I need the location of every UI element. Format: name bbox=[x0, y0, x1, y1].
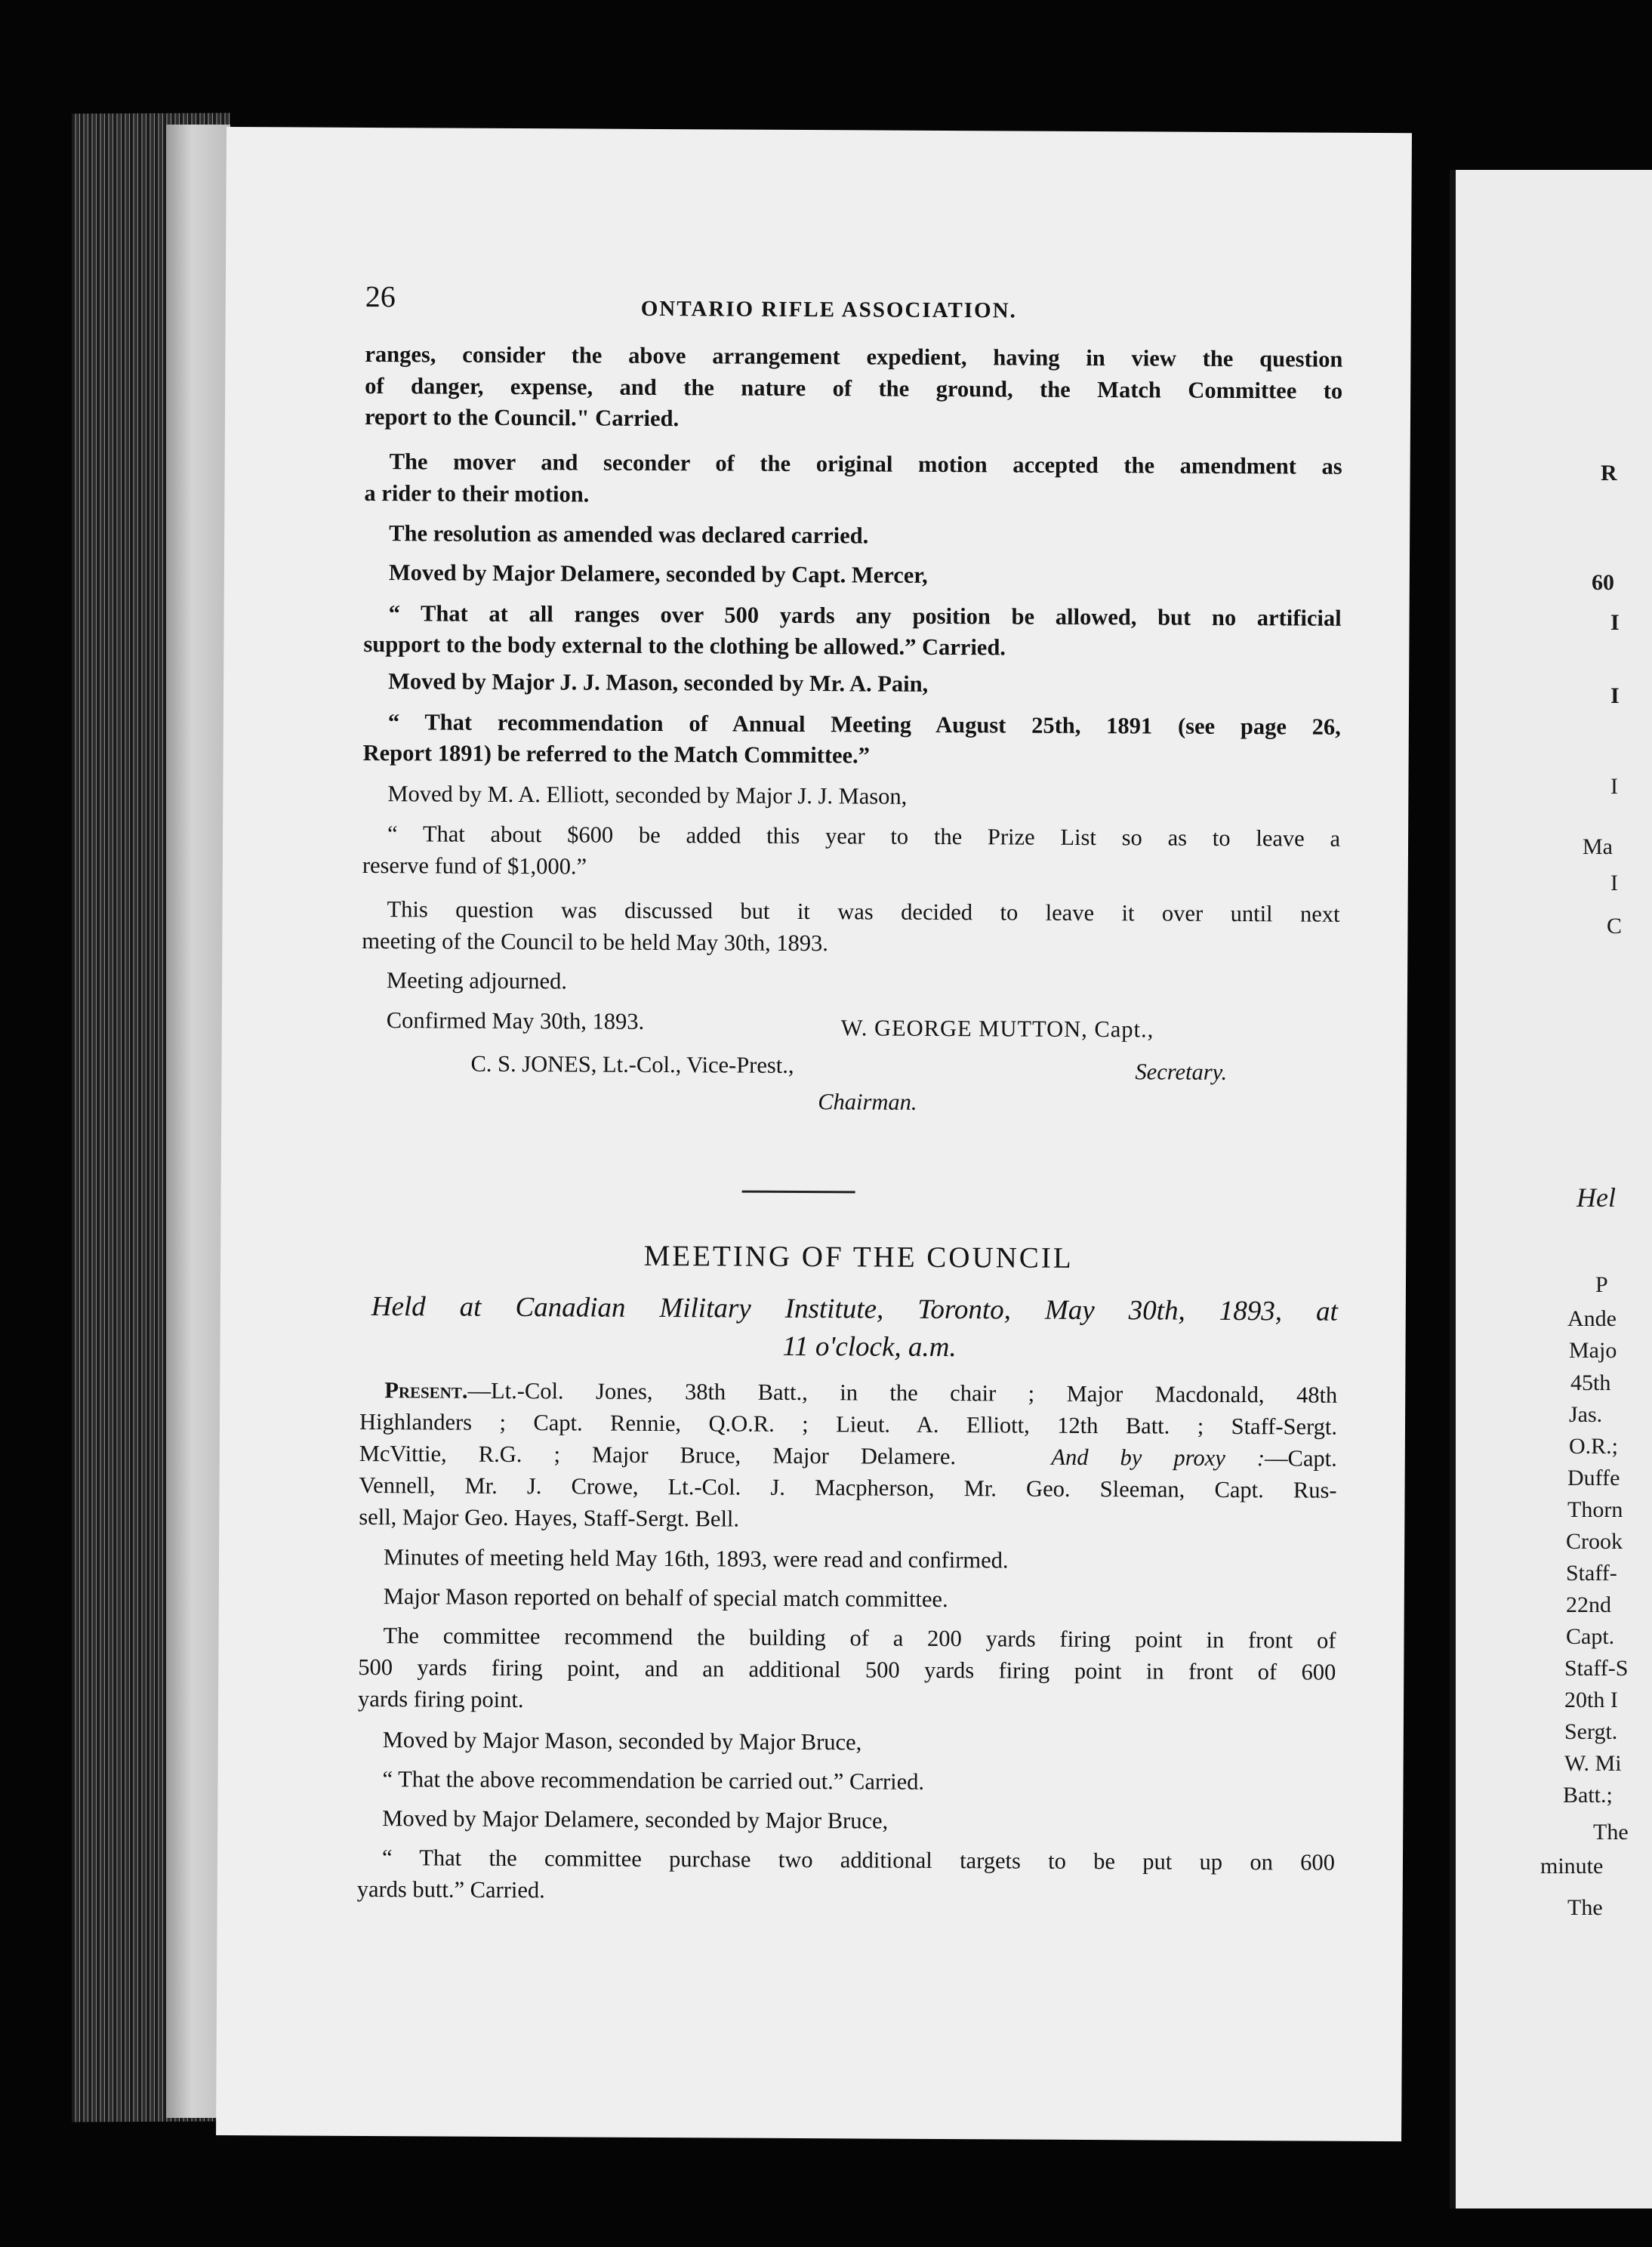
facing-fragment: I bbox=[1610, 774, 1618, 799]
facing-fragment: The bbox=[1593, 1820, 1629, 1845]
facing-fragment: minute bbox=[1540, 1854, 1604, 1879]
facing-fragment: P bbox=[1595, 1272, 1608, 1297]
text-line: a rider to their motion. bbox=[364, 479, 590, 507]
meeting-subheading: Held at Canadian Military Institute, Toronto, May 30th, 1893, at bbox=[371, 1291, 1338, 1327]
facing-fragment: I bbox=[1610, 683, 1620, 708]
facing-fragment: Thorn bbox=[1567, 1497, 1623, 1522]
text-line: sell, Major Geo. Hayes, Staff-Sergt. Bell. bbox=[359, 1503, 740, 1532]
facing-fragment: Duffe bbox=[1567, 1466, 1620, 1490]
text-line: Moved by Major Mason, seconded by Major Bruce, bbox=[382, 1727, 862, 1755]
facing-fragment: W. Mi bbox=[1564, 1751, 1622, 1776]
facing-fragment: Hel bbox=[1576, 1182, 1616, 1213]
text-line: meeting of the Council to be held May 30th, 1893. bbox=[362, 927, 828, 957]
facing-page bbox=[1456, 170, 1652, 2208]
text-line: The resolution as amended was declared carried. bbox=[389, 520, 869, 549]
facing-fragment: Crook bbox=[1566, 1529, 1623, 1554]
facing-fragment: 60 bbox=[1592, 570, 1614, 595]
present-line-3 bbox=[359, 1441, 1337, 1472]
text-line: This question was discussed but it was decided to leave it over until next bbox=[387, 896, 1340, 927]
text-line: reserve fund of $1,000.” bbox=[362, 852, 587, 880]
facing-fragment: Capt. bbox=[1566, 1624, 1615, 1649]
text-line: “ That about $600 be added this year to the Prize List so as to leave a bbox=[387, 821, 1341, 852]
meeting-subheading: 11 o'clock, a.m. bbox=[782, 1330, 957, 1364]
text-line: “ That at all ranges over 500 yards any position be allowed, but no artificial bbox=[388, 600, 1342, 631]
proxy-label: And by proxy : bbox=[1051, 1444, 1265, 1472]
text-line: Moved by Major Delamere, seconded by Capt. Mercer, bbox=[388, 559, 928, 588]
section-heading: MEETING OF THE COUNCIL bbox=[643, 1239, 1074, 1275]
present-label: Present. bbox=[384, 1377, 468, 1404]
facing-fragment: 20th I bbox=[1564, 1688, 1618, 1712]
text-line: “ That recommendation of Annual Meeting August 25th, 1891 (see page 26, bbox=[387, 709, 1341, 740]
text-line: yards butt.” Carried. bbox=[356, 1876, 545, 1903]
facing-fragment: Batt.; bbox=[1563, 1783, 1613, 1808]
text-line: The committee recommend the building of a 200 yards firing point in front of bbox=[383, 1623, 1336, 1654]
facing-fragment: R bbox=[1601, 461, 1617, 485]
facing-fragment: O.R.; bbox=[1569, 1434, 1619, 1459]
present-line bbox=[384, 1377, 1337, 1409]
facing-fragment: Ande bbox=[1567, 1306, 1617, 1331]
text-line: Moved by M. A. Elliott, seconded by Major J. J. Mason, bbox=[387, 781, 908, 809]
facing-fragment: Ma bbox=[1583, 834, 1613, 859]
facing-fragment: I bbox=[1610, 871, 1618, 895]
chairman-name: C. S. JONES, Lt.-Col., Vice-Prest., bbox=[470, 1050, 794, 1078]
facing-fragment: 22nd bbox=[1566, 1592, 1611, 1617]
text-line: of danger, expense, and the nature of the ground, the Match Committee to bbox=[365, 372, 1343, 404]
text-line: report to the Council." Carried. bbox=[364, 403, 680, 432]
text-line: Vennell, Mr. J. Crowe, Lt.-Col. J. Macpherson, Mr. Geo. Sleeman, Capt. Rus- bbox=[359, 1472, 1337, 1503]
text-line: Moved by Major Delamere, seconded by Major Bruce, bbox=[382, 1805, 889, 1834]
present-text: —Lt.-Col. Jones, 38th Batt., in the chair ; Major Macdonald, 48th bbox=[467, 1377, 1338, 1408]
facing-fragment: C bbox=[1607, 914, 1623, 939]
secretary-name: W. GEORGE MUTTON, Capt., bbox=[840, 1015, 1154, 1043]
facing-fragment: I bbox=[1610, 610, 1620, 635]
text-line: “ That the above recommendation be carried out.” Carried. bbox=[382, 1766, 925, 1795]
secretary-title: Secretary. bbox=[1135, 1059, 1228, 1085]
facing-fragment: Staff-S bbox=[1564, 1656, 1629, 1681]
text-line: The mover and seconder of the original motion accepted the amendment as bbox=[389, 448, 1342, 479]
present-text: McVittie, R.G. ; Major Bruce, Major Delamere. bbox=[359, 1440, 957, 1470]
facing-fragment: Staff- bbox=[1566, 1561, 1617, 1586]
text-line: Meeting adjourned. bbox=[386, 967, 568, 994]
text-line: Report 1891) be referred to the Match Committee.” bbox=[362, 739, 871, 769]
left-page bbox=[216, 127, 1412, 2141]
section-divider bbox=[742, 1191, 855, 1194]
running-head: ONTARIO RIFLE ASSOCIATION. bbox=[640, 296, 1017, 323]
present-text: —Capt. bbox=[1264, 1445, 1337, 1472]
confirmed-line: Confirmed May 30th, 1893. bbox=[386, 1007, 645, 1034]
facing-fragment: The bbox=[1567, 1895, 1603, 1920]
text-line: Moved by Major J. J. Mason, seconded by Mr. A. Pain, bbox=[388, 668, 929, 697]
facing-fragment: Sergt. bbox=[1564, 1719, 1618, 1744]
text-line: 500 yards firing point, and an additional 500 yards firing point in front of 600 bbox=[358, 1654, 1336, 1685]
text-line: ranges, consider the above arrangement expedient, having in view the question bbox=[365, 341, 1343, 372]
page-number: 26 bbox=[365, 279, 396, 314]
facing-fragment: Majo bbox=[1569, 1338, 1617, 1363]
facing-fragment: 45th bbox=[1570, 1370, 1611, 1395]
text-line: support to the body external to the clothing be allowed.” Carried. bbox=[363, 630, 1006, 661]
text-line: Highlanders ; Capt. Rennie, Q.O.R. ; Lieut. A. Elliott, 12th Batt. ; Staff-Sergt. bbox=[359, 1408, 1338, 1440]
text-line: yards firing point. bbox=[358, 1685, 524, 1713]
text-line: Minutes of meeting held May 16th, 1893, were read and confirmed. bbox=[383, 1544, 1009, 1574]
chairman-title: Chairman. bbox=[818, 1089, 917, 1115]
text-line: “ That the committee purchase two additional targets to be put up on 600 bbox=[381, 1845, 1336, 1876]
facing-fragment: Jas. bbox=[1569, 1402, 1603, 1427]
text-line: Major Mason reported on behalf of special match committee. bbox=[383, 1583, 948, 1613]
